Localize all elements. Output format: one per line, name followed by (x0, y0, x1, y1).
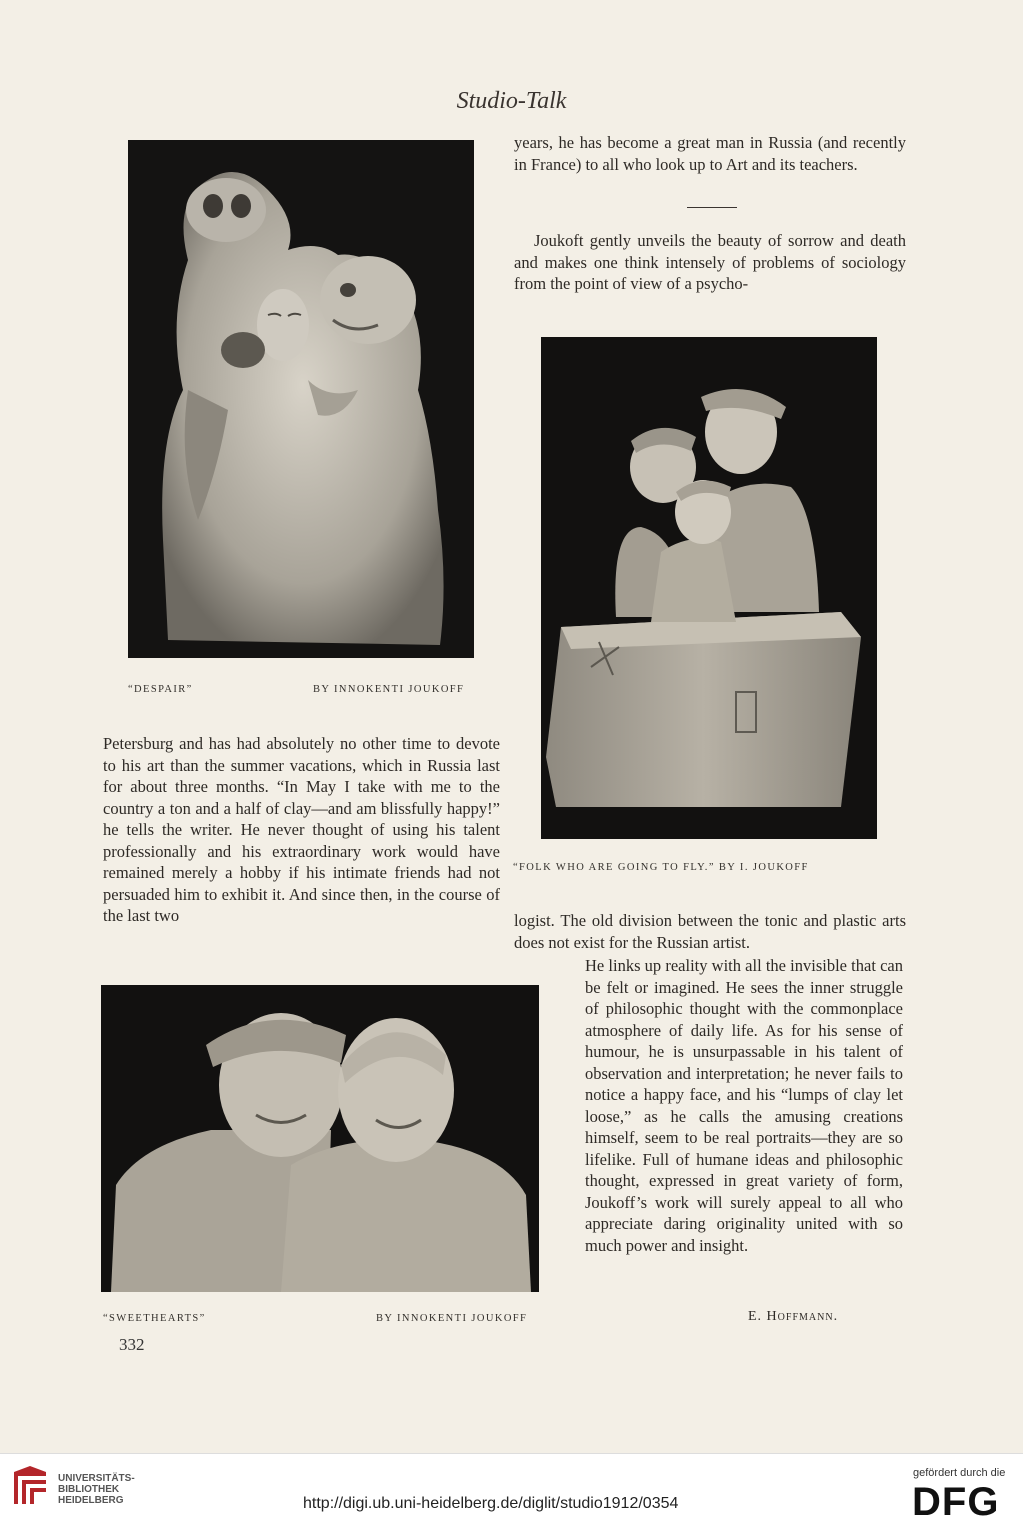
folk-sculpture-image (541, 337, 877, 839)
paragraph-reality: He links up reality with all the invisible that can be felt or imagined. He sees the inner struggle of philosophic thought with the commonplace atmosphere of daily life. As for his sense of humour, he is unsurpassable in his talent of observation and interpretation; he never fails to notice a happy face, and his “lumps of clay let loose,” as he calls the amusing creations himself, seem to be real portraits—they are so lifelike. Full of humane ideas and philosophic thought, expressed in great variety of form, Joukoff’s work will surely appeal to all who appreciate daring originality united with so much power and insight. (585, 956, 903, 1255)
left-column-text (103, 733, 500, 927)
right-column-top (514, 132, 906, 175)
running-title: Studio-Talk (456, 88, 567, 114)
sweethearts-photo (101, 985, 539, 1292)
paragraph-continuation: years, he has become a great man in Russia (and recently in France) to all who look up to Art and its teachers. (514, 133, 906, 174)
right-column-narrow (585, 955, 903, 1256)
sweethearts-credit: BY INNOKENTI JOUKOFF (376, 1313, 528, 1324)
despair-title: “DESPAIR” (128, 684, 193, 695)
digitization-footer (0, 1453, 1023, 1529)
library-name (58, 1473, 135, 1506)
right-column-para2 (514, 230, 906, 295)
folk-photo (541, 337, 877, 839)
library-line-2: BIBLIOTHEK (58, 1484, 120, 1495)
right-column-para3 (514, 910, 906, 953)
page-number: 332 (119, 1335, 145, 1354)
despair-sculpture-image (128, 140, 474, 658)
source-url[interactable]: http://digi.ub.uni-heidelberg.de/diglit/studio1912/0354 (303, 1495, 679, 1512)
section-divider (687, 207, 737, 208)
sweethearts-title: “SWEETHEARTS” (103, 1313, 206, 1324)
paragraph-petersburg: Petersburg and has had absolutely no other time to devote to his art than the summer vacations, which in Russia last for about three months. “In May I take with me to the country a ton and a half of clay—and am blissfully happy!” he tells the writer. He never thought of using his talent professionally and his extraordinary work would have remained merely a hobby if his intimate friends had not persuaded him to exhibit it. And since then, in the course of the last two (103, 734, 500, 925)
paragraph-logist: logist. The old division between the tonic and plastic arts does not exist for the Russian artist. (514, 911, 906, 952)
library-line-1: UNIVERSITÄTS- (58, 1473, 135, 1484)
paragraph-joukoft: Joukoft gently unveils the beauty of sorrow and death and makes one think intensely of problems of sociology from the point of view of a psycho- (514, 231, 906, 293)
library-line-3: HEIDELBERG (58, 1495, 124, 1506)
sweethearts-sculpture-image (101, 985, 539, 1292)
author-signature: E. Hoffmann. (748, 1309, 839, 1324)
library-logo-icon (10, 1464, 50, 1508)
dfg-logo: DFG (912, 1480, 1000, 1524)
funding-note: gefördert durch die (913, 1467, 1006, 1479)
despair-photo (128, 140, 474, 658)
despair-credit: BY INNOKENTI JOUKOFF (313, 684, 465, 695)
folk-caption: “FOLK WHO ARE GOING TO FLY.” BY I. JOUKOFF (513, 862, 809, 873)
